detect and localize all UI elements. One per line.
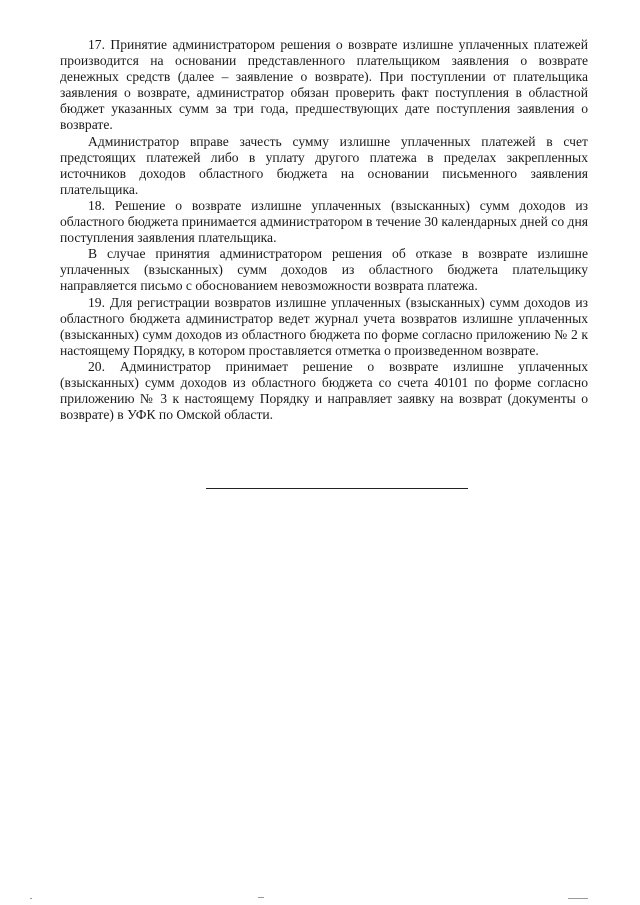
scan-artifact	[568, 898, 588, 899]
document-body	[60, 37, 588, 423]
scan-artifact	[30, 898, 32, 899]
scan-artifact	[258, 897, 264, 898]
closing-separator-line	[206, 488, 468, 489]
paragraph-19: 19. Для регистрации возвратов излишне уплаченных (взысканных) сумм доходов из областного бюджета администратор ведет журнал учета возвратов излишне уплаченных (взысканных) сумм доходов из областного бюджета по форме согласно приложению № 2 к настоящему Порядку, в котором проставляется отметка о произведенном возврате.	[60, 294, 588, 358]
paragraph-20: 20. Администратор принимает решение о возврате излишне уплаченных (взысканных) сумм доходов из областного бюджета со счета 40101 по форме согласно приложению № 3 к настоящему Порядку и направляет заявку на возврат (документы о возврате) в УФК по Омской области.	[60, 358, 588, 423]
paragraph-offset-payments: Администратор вправе зачесть сумму излишне уплаченных платежей в счет предстоящих платежей либо в уплату другого платежа в пределах закрепленных источников доходов областного бюджета на основании письменного заявления плательщика.	[60, 133, 588, 197]
paragraph-18: 18. Решение о возврате излишне уплаченных (взысканных) сумм доходов из областного бюджета принимается администратором в течение 30 календарных дней со дня поступления заявления плательщика.	[60, 197, 588, 246]
paragraph-17: 17. Принятие администратором решения о возврате излишне уплаченных платежей производится на основании представленного плательщиком заявления о возврате денежных средств (далее – заявление о возврате). При поступлении от плательщика заявления о возврате, администратор обязан проверить факт поступления в областной бюджет указанных сумм за три года, предшествующих дате поступления заявления о возврате.	[60, 37, 588, 133]
paragraph-refusal: В случае принятия администратором решения об отказе в возврате излишне уплаченных (взысканных) сумм доходов из областного бюджета плательщику направляется письмо с обоснованием невозможности возврата платежа.	[60, 246, 588, 294]
